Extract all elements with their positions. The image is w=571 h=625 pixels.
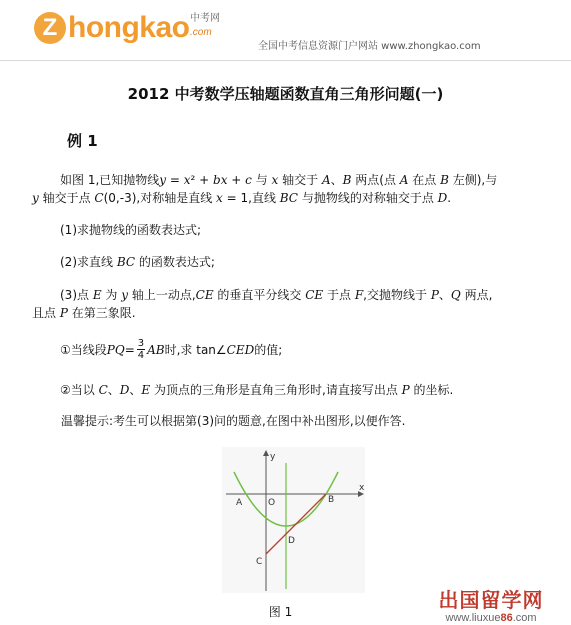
question-3-line-2: 且点 P 在第三象限. <box>32 306 136 320</box>
y-axis-arrow <box>263 450 269 456</box>
figure-caption: 图 1 <box>268 605 293 619</box>
fraction-denominator: 4 <box>137 350 145 361</box>
page-title: 2012 中考数学压轴题函数直角三角形问题(一) <box>127 85 444 103</box>
point-c-label: C <box>256 557 263 567</box>
hint-text: 温馨提示:考生可以根据第(3)问的题意,在图中补出图形,以便作答. <box>61 414 406 428</box>
question-1: (1)求抛物线的函数表达式; <box>60 223 202 237</box>
question-2: (2)求直线 BC 的函数表达式; <box>60 255 215 269</box>
figure-1 <box>222 447 365 593</box>
axis-x-label: x <box>359 483 365 493</box>
point-b-label: B <box>328 495 335 505</box>
watermark-url: www.liuxue86.com <box>445 612 537 624</box>
question-3-line-1: (3)点 E 为 y 轴上一动点,CE 的垂直平分线交 CE 于点 F,交抛物线于 P、Q 两点, <box>60 288 493 302</box>
sub-question-1: ①当线段 PQ = $\frac{3}{4}$ AB 时,求 tan∠ CED 的值; <box>60 338 283 361</box>
point-o-label: O <box>268 498 276 508</box>
point-a-label: A <box>236 498 243 508</box>
logo-chinese-name: 中考网 <box>190 13 220 24</box>
logo-domain-suffix: .com <box>190 27 212 38</box>
header-tagline: 全国中考信息资源门户网站 www.zhongkao.com <box>258 41 481 52</box>
fraction <box>137 338 145 361</box>
logo-wordmark: hongkao <box>68 11 190 44</box>
logo-badge: Z <box>34 12 66 44</box>
example-label: 例 1 <box>67 132 98 150</box>
parabola-diagram <box>222 447 365 593</box>
fraction-numerator: 3 <box>137 338 145 349</box>
sub-question-2: ②当以 C、D、E 为顶点的三角形是直角三角形时,请直接写出点 P 的坐标. <box>60 383 454 397</box>
axis-y-label: y <box>270 452 276 462</box>
point-d-label: D <box>288 536 295 546</box>
watermark-main: 出国留学网 <box>438 588 544 612</box>
problem-statement-line-2: y 轴交于点 C(0,-3),对称轴是直线 x = 1,直线 BC 与抛物线的对称轴交于点 D. <box>32 191 452 205</box>
header-divider <box>0 60 571 61</box>
watermark <box>416 588 566 625</box>
problem-statement-line-1: 如图 1,已知抛物线y = x² + bx + c 与 x 轴交于 A、B 两点(点 A 在点 B 左侧),与 <box>60 173 498 187</box>
